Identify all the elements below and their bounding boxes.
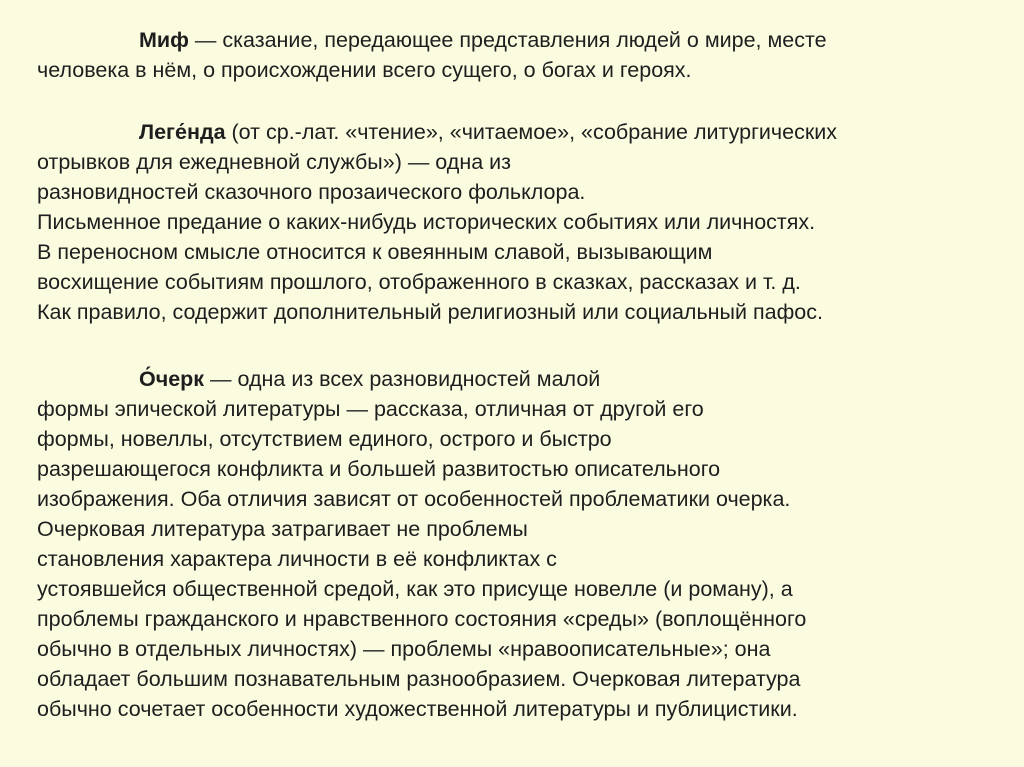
myth-definition <box>37 25 987 85</box>
legend-definition <box>37 117 987 327</box>
legend-term: Леге́нда <box>139 120 226 144</box>
essay-line: обладает большим познавательным разнообразием. Очерковая литература <box>37 667 801 691</box>
myth-line-text: — сказание, передающее представления людей о мире, месте <box>188 28 827 52</box>
essay-line: формы, новеллы, отсутствием единого, острого и быстро <box>37 427 612 451</box>
myth-term: Миф <box>139 28 189 52</box>
essay-definition <box>37 364 987 724</box>
essay-line-text: — одна из всех разновидностей малой <box>204 367 601 391</box>
essay-term: О́черк <box>139 367 205 391</box>
myth-line: человека в нём, о происхождении всего сущего, о богах и героях. <box>37 58 692 82</box>
essay-first-line <box>37 364 987 394</box>
essay-line: формы эпической литературы — рассказа, отличная от другой его <box>37 397 704 421</box>
essay-line: устоявшейся общественной средой, как это присуще новелле (и роману), а <box>37 577 793 601</box>
essay-line: Очерковая литература затрагивает не проблемы <box>37 517 528 541</box>
legend-line: отрывков для ежедневной службы») — одна из <box>37 150 512 174</box>
legend-line: Как правило, содержит дополнительный религиозный или социальный пафос. <box>37 300 823 324</box>
essay-line: обычно в отдельных личностях) — проблемы «нравоописательные»; она <box>37 637 771 661</box>
essay-line: изображения. Оба отличия зависят от особенностей проблематики очерка. <box>37 487 791 511</box>
myth-first-line <box>37 25 987 55</box>
legend-line: восхищение событиям прошлого, отображенного в сказках, рассказах и т. д. <box>37 270 801 294</box>
essay-line: проблемы гражданского и нравственного состояния «среды» (воплощённого <box>37 607 807 631</box>
essay-line: разрешающегося конфликта и большей развитостью описательного <box>37 457 721 481</box>
legend-first-line <box>37 117 987 147</box>
legend-line-text: (от ср.-лат. «чтение», «читаемое», «собрание литургических <box>225 120 838 144</box>
legend-line: Письменное предание о каких-нибудь исторических событиях или личностях. <box>37 210 816 234</box>
legend-line: В переносном смысле относится к овеянным славой, вызывающим <box>37 240 713 264</box>
essay-line: обычно сочетает особенности художественной литературы и публицистики. <box>37 697 798 721</box>
essay-line: становления характера личности в её конфликтах с <box>37 547 557 571</box>
legend-line: разновидностей сказочного прозаического фольклора. <box>37 180 586 204</box>
